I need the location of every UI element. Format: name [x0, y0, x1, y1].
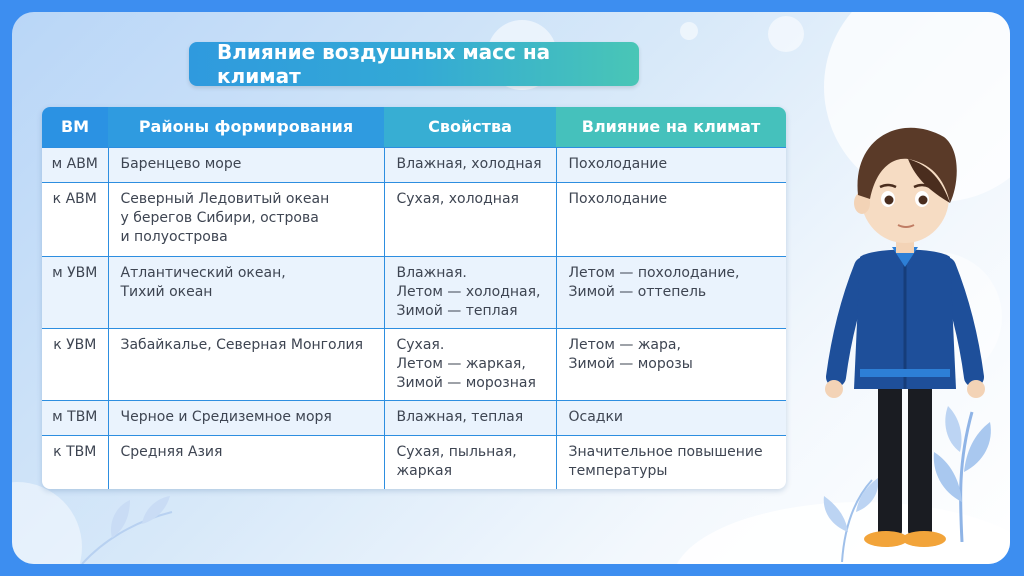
cell-effect: Значительное повышение температуры — [556, 435, 786, 489]
cell-effect: Похолодание — [556, 147, 786, 182]
column-header-properties: Свойства — [384, 107, 556, 147]
cell-region: Средняя Азия — [108, 435, 384, 489]
cell-region: Забайкалье, Северная Монголия — [108, 328, 384, 400]
table-row — [42, 182, 786, 256]
table-row — [42, 147, 786, 182]
air-masses-table — [42, 107, 786, 489]
column-header-effect: Влияние на климат — [556, 107, 786, 147]
table-row — [42, 400, 786, 435]
cell-region: Баренцево море — [108, 147, 384, 182]
table-header-row — [42, 107, 786, 147]
decor-bubble — [680, 22, 698, 40]
decor-bubble — [768, 16, 804, 52]
cell-properties: Сухая. Летом — жаркая, Зимой — морозная — [384, 328, 556, 400]
cell-vm: к ТВМ — [42, 435, 108, 489]
cell-effect: Похолодание — [556, 182, 786, 256]
cell-region: Атлантический океан, Тихий океан — [108, 256, 384, 328]
column-header-region: Районы формирования — [108, 107, 384, 147]
cell-vm: м ТВМ — [42, 400, 108, 435]
cell-vm: м АВМ — [42, 147, 108, 182]
cell-properties: Сухая, холодная — [384, 182, 556, 256]
cell-properties: Влажная, теплая — [384, 400, 556, 435]
slide — [12, 12, 1010, 564]
student-character-illustration — [812, 107, 1002, 564]
column-header-vm: ВМ — [42, 107, 108, 147]
cell-properties: Влажная, холодная — [384, 147, 556, 182]
table-row — [42, 435, 786, 489]
cell-effect: Осадки — [556, 400, 786, 435]
cell-vm: м УВМ — [42, 256, 108, 328]
cell-region: Северный Ледовитый океан у берегов Сибири, острова и полуострова — [108, 182, 384, 256]
cell-properties: Сухая, пыльная, жаркая — [384, 435, 556, 489]
table-row — [42, 256, 786, 328]
cell-effect: Летом — жара, Зимой — морозы — [556, 328, 786, 400]
cell-vm: к АВМ — [42, 182, 108, 256]
cell-region: Черное и Средиземное моря — [108, 400, 384, 435]
cell-vm: к УВМ — [42, 328, 108, 400]
table-row — [42, 328, 786, 400]
leaf-decoration-icon — [72, 482, 182, 564]
cell-effect: Летом — похолодание, Зимой — оттепель — [556, 256, 786, 328]
cell-properties: Влажная. Летом — холодная, Зимой — теплая — [384, 256, 556, 328]
slide-title: Влияние воздушных масс на климат — [189, 42, 639, 86]
